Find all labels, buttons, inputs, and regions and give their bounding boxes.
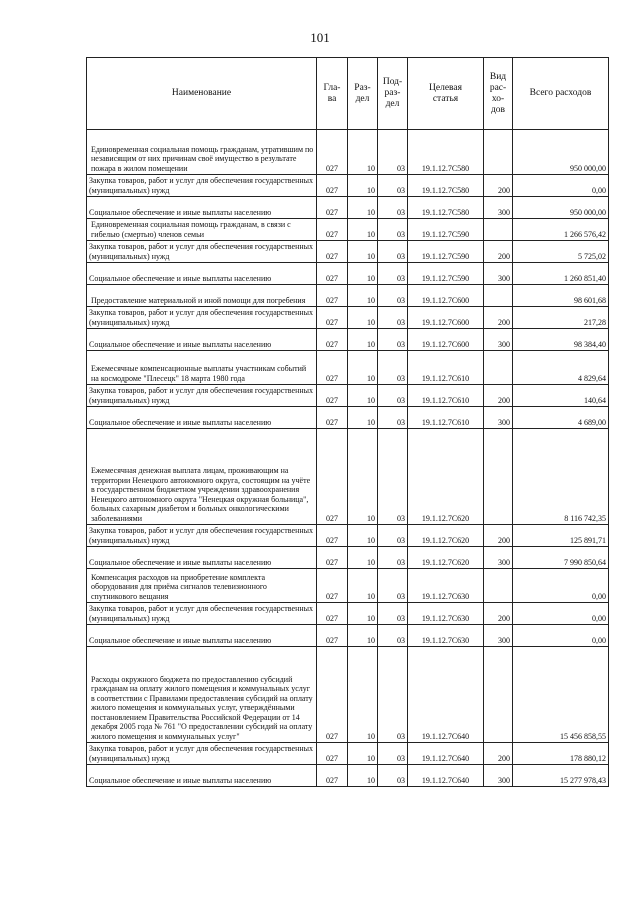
row-name-cell: Закупка товаров, работ и услуг для обеспечения государственных (муниципальных) нужд — [87, 385, 317, 407]
row-podrazdel-cell: 03 — [378, 175, 408, 197]
row-glava-cell: 027 — [317, 547, 348, 569]
col-header-glava: Гла- ва — [317, 58, 348, 130]
row-vid-cell — [484, 130, 513, 175]
row-podrazdel-cell: 03 — [378, 241, 408, 263]
table-row — [87, 429, 609, 525]
row-total-cell: 4 689,00 — [513, 407, 609, 429]
row-name-cell: Социальное обеспечение и иные выплаты населению — [87, 197, 317, 219]
table-row — [87, 743, 609, 765]
row-glava-cell: 027 — [317, 197, 348, 219]
row-glava-cell: 027 — [317, 743, 348, 765]
table-row — [87, 219, 609, 241]
row-target-cell: 19.1.12.7С640 — [408, 765, 484, 787]
row-name-cell: Предоставление материальной и иной помощи для погребения — [87, 285, 317, 307]
row-glava-cell: 027 — [317, 219, 348, 241]
row-target-cell: 19.1.12.7С620 — [408, 525, 484, 547]
row-vid-cell: 200 — [484, 385, 513, 407]
row-podrazdel-cell: 03 — [378, 329, 408, 351]
row-total-cell: 15 456 858,55 — [513, 647, 609, 743]
row-total-cell: 125 891,71 — [513, 525, 609, 547]
table-row — [87, 765, 609, 787]
row-razdel-cell: 10 — [348, 603, 378, 625]
row-razdel-cell: 10 — [348, 743, 378, 765]
row-name-cell: Расходы окружного бюджета по предоставлению субсидий гражданам на оплату жилого помещения и коммунальных услуг в соответствии с Правилами предоставления субсидий на оплату жилого помещения и коммунальных услуг, утверждёнными постановлением Правительства Российской Федерации от 14 декабря 2005 года № 761 "О предоставлении субсидий на оплату жилого помещения и коммунальных услуг" — [87, 647, 317, 743]
row-razdel-cell: 10 — [348, 307, 378, 329]
row-target-cell: 19.1.12.7С580 — [408, 175, 484, 197]
row-total-cell: 178 880,12 — [513, 743, 609, 765]
row-podrazdel-cell: 03 — [378, 351, 408, 385]
row-target-cell: 19.1.12.7С580 — [408, 130, 484, 175]
row-target-cell: 19.1.12.7С640 — [408, 743, 484, 765]
row-total-cell: 950 000,00 — [513, 197, 609, 219]
table-row — [87, 175, 609, 197]
row-vid-cell: 200 — [484, 307, 513, 329]
row-podrazdel-cell: 03 — [378, 263, 408, 285]
row-razdel-cell: 10 — [348, 407, 378, 429]
row-target-cell: 19.1.12.7С590 — [408, 219, 484, 241]
row-total-cell: 217,28 — [513, 307, 609, 329]
row-name-cell: Социальное обеспечение и иные выплаты населению — [87, 263, 317, 285]
row-glava-cell: 027 — [317, 625, 348, 647]
row-glava-cell: 027 — [317, 351, 348, 385]
row-razdel-cell: 10 — [348, 525, 378, 547]
row-total-cell: 0,00 — [513, 603, 609, 625]
row-glava-cell: 027 — [317, 241, 348, 263]
row-razdel-cell: 10 — [348, 351, 378, 385]
row-target-cell: 19.1.12.7С600 — [408, 285, 484, 307]
row-glava-cell: 027 — [317, 429, 348, 525]
row-razdel-cell: 10 — [348, 241, 378, 263]
row-podrazdel-cell: 03 — [378, 385, 408, 407]
row-total-cell: 8 116 742,35 — [513, 429, 609, 525]
row-name-cell: Единовременная социальная помощь гражданам, в связи с гибелью (смертью) членов семьи — [87, 219, 317, 241]
row-name-cell: Социальное обеспечение и иные выплаты населению — [87, 407, 317, 429]
row-name-cell: Закупка товаров, работ и услуг для обеспечения государственных (муниципальных) нужд — [87, 603, 317, 625]
row-glava-cell: 027 — [317, 263, 348, 285]
row-target-cell: 19.1.12.7С600 — [408, 329, 484, 351]
row-glava-cell: 027 — [317, 765, 348, 787]
row-podrazdel-cell: 03 — [378, 219, 408, 241]
row-name-cell: Социальное обеспечение и иные выплаты населению — [87, 329, 317, 351]
row-glava-cell: 027 — [317, 329, 348, 351]
page-number: 101 — [310, 30, 330, 45]
row-total-cell: 5 725,02 — [513, 241, 609, 263]
row-podrazdel-cell: 03 — [378, 569, 408, 603]
row-podrazdel-cell: 03 — [378, 307, 408, 329]
row-target-cell: 19.1.12.7С610 — [408, 351, 484, 385]
row-total-cell: 950 000,00 — [513, 130, 609, 175]
table-row — [87, 603, 609, 625]
row-total-cell: 7 990 850,64 — [513, 547, 609, 569]
row-vid-cell: 200 — [484, 241, 513, 263]
row-podrazdel-cell: 03 — [378, 625, 408, 647]
row-vid-cell: 300 — [484, 765, 513, 787]
row-vid-cell: 300 — [484, 407, 513, 429]
row-name-cell: Закупка товаров, работ и услуг для обеспечения государственных (муниципальных) нужд — [87, 525, 317, 547]
row-podrazdel-cell: 03 — [378, 130, 408, 175]
table-row — [87, 647, 609, 743]
table-row — [87, 307, 609, 329]
row-podrazdel-cell: 03 — [378, 765, 408, 787]
table-row — [87, 525, 609, 547]
row-podrazdel-cell: 03 — [378, 743, 408, 765]
table-row — [87, 385, 609, 407]
row-razdel-cell: 10 — [348, 429, 378, 525]
row-vid-cell: 200 — [484, 603, 513, 625]
row-vid-cell: 200 — [484, 743, 513, 765]
row-vid-cell: 300 — [484, 625, 513, 647]
col-header-name: Наименование — [87, 58, 317, 130]
row-name-cell: Закупка товаров, работ и услуг для обеспечения государственных (муниципальных) нужд — [87, 241, 317, 263]
row-total-cell: 140,64 — [513, 385, 609, 407]
table-row — [87, 407, 609, 429]
row-podrazdel-cell: 03 — [378, 197, 408, 219]
row-target-cell: 19.1.12.7С610 — [408, 385, 484, 407]
row-glava-cell: 027 — [317, 569, 348, 603]
row-vid-cell: 200 — [484, 525, 513, 547]
row-razdel-cell: 10 — [348, 569, 378, 603]
col-header-podrazdel: Под- раз- дел — [378, 58, 408, 130]
row-podrazdel-cell: 03 — [378, 407, 408, 429]
row-target-cell: 19.1.12.7С620 — [408, 547, 484, 569]
row-total-cell: 15 277 978,43 — [513, 765, 609, 787]
table-body — [87, 130, 609, 787]
table-row — [87, 625, 609, 647]
col-header-target: Целевая статья — [408, 58, 484, 130]
row-vid-cell: 300 — [484, 547, 513, 569]
row-glava-cell: 027 — [317, 603, 348, 625]
row-razdel-cell: 10 — [348, 385, 378, 407]
row-vid-cell: 300 — [484, 197, 513, 219]
row-total-cell: 1 266 576,42 — [513, 219, 609, 241]
row-podrazdel-cell: 03 — [378, 547, 408, 569]
row-razdel-cell: 10 — [348, 547, 378, 569]
row-razdel-cell: 10 — [348, 329, 378, 351]
table-header — [87, 58, 609, 130]
row-name-cell: Ежемесячная денежная выплата лицам, проживающим на территории Ненецкого автономного округа, состоящим на учёте в государственном бюджетном учреждении здравоохранения Ненецкого автономного округа "Ненецкая окружная больница", больных сахарным диабетом и больных онкологическими заболеваниями — [87, 429, 317, 525]
row-podrazdel-cell: 03 — [378, 603, 408, 625]
row-name-cell: Закупка товаров, работ и услуг для обеспечения государственных (муниципальных) нужд — [87, 175, 317, 197]
row-glava-cell: 027 — [317, 175, 348, 197]
row-target-cell: 19.1.12.7С630 — [408, 603, 484, 625]
row-total-cell: 0,00 — [513, 175, 609, 197]
table-row — [87, 547, 609, 569]
row-total-cell: 0,00 — [513, 625, 609, 647]
row-podrazdel-cell: 03 — [378, 429, 408, 525]
row-total-cell: 98 384,40 — [513, 329, 609, 351]
row-target-cell: 19.1.12.7С580 — [408, 197, 484, 219]
row-vid-cell — [484, 219, 513, 241]
row-razdel-cell: 10 — [348, 285, 378, 307]
table-row — [87, 569, 609, 603]
row-target-cell: 19.1.12.7С610 — [408, 407, 484, 429]
row-razdel-cell: 10 — [348, 765, 378, 787]
col-header-vid: Вид рас- хо- дов — [484, 58, 513, 130]
row-podrazdel-cell: 03 — [378, 285, 408, 307]
row-glava-cell: 027 — [317, 525, 348, 547]
row-razdel-cell: 10 — [348, 647, 378, 743]
row-vid-cell — [484, 285, 513, 307]
row-vid-cell — [484, 647, 513, 743]
row-name-cell: Ежемесячные компенсационные выплаты участникам событий на космодроме "Плесецк" 18 марта 1980 года — [87, 351, 317, 385]
row-podrazdel-cell: 03 — [378, 525, 408, 547]
row-target-cell: 19.1.12.7С630 — [408, 569, 484, 603]
row-glava-cell: 027 — [317, 407, 348, 429]
row-target-cell: 19.1.12.7С630 — [408, 625, 484, 647]
row-razdel-cell: 10 — [348, 175, 378, 197]
row-glava-cell: 027 — [317, 307, 348, 329]
row-vid-cell — [484, 429, 513, 525]
row-name-cell: Компенсация расходов на приобретение комплекта оборудования для приёма сигналов телевизионного спутникового вещания — [87, 569, 317, 603]
row-glava-cell: 027 — [317, 647, 348, 743]
table-row — [87, 241, 609, 263]
row-vid-cell — [484, 351, 513, 385]
row-razdel-cell: 10 — [348, 625, 378, 647]
row-glava-cell: 027 — [317, 385, 348, 407]
row-name-cell: Единовременная социальная помощь гражданам, утратившим по независящим от них причинам своё имущество в результате пожара в жилом помещении — [87, 130, 317, 175]
row-podrazdel-cell: 03 — [378, 647, 408, 743]
row-razdel-cell: 10 — [348, 197, 378, 219]
row-razdel-cell: 10 — [348, 130, 378, 175]
row-vid-cell — [484, 569, 513, 603]
row-target-cell: 19.1.12.7С590 — [408, 263, 484, 285]
row-name-cell: Социальное обеспечение и иные выплаты населению — [87, 765, 317, 787]
row-vid-cell: 200 — [484, 175, 513, 197]
row-razdel-cell: 10 — [348, 263, 378, 285]
row-name-cell: Социальное обеспечение и иные выплаты населению — [87, 625, 317, 647]
table-row — [87, 197, 609, 219]
row-total-cell: 4 829,64 — [513, 351, 609, 385]
table-row — [87, 130, 609, 175]
row-name-cell: Закупка товаров, работ и услуг для обеспечения государственных (муниципальных) нужд — [87, 743, 317, 765]
row-target-cell: 19.1.12.7С640 — [408, 647, 484, 743]
row-name-cell: Социальное обеспечение и иные выплаты населению — [87, 547, 317, 569]
col-header-razdel: Раз- дел — [348, 58, 378, 130]
row-glava-cell: 027 — [317, 285, 348, 307]
row-total-cell: 98 601,68 — [513, 285, 609, 307]
row-target-cell: 19.1.12.7С620 — [408, 429, 484, 525]
budget-table — [86, 57, 609, 787]
row-target-cell: 19.1.12.7С590 — [408, 241, 484, 263]
row-glava-cell: 027 — [317, 130, 348, 175]
row-target-cell: 19.1.12.7С600 — [408, 307, 484, 329]
row-razdel-cell: 10 — [348, 219, 378, 241]
row-name-cell: Закупка товаров, работ и услуг для обеспечения государственных (муниципальных) нужд — [87, 307, 317, 329]
table-row — [87, 285, 609, 307]
row-vid-cell: 300 — [484, 263, 513, 285]
row-total-cell: 0,00 — [513, 569, 609, 603]
row-vid-cell: 300 — [484, 329, 513, 351]
table-row — [87, 351, 609, 385]
row-total-cell: 1 260 851,40 — [513, 263, 609, 285]
col-header-total: Всего расходов — [513, 58, 609, 130]
table-row — [87, 329, 609, 351]
table-row — [87, 263, 609, 285]
